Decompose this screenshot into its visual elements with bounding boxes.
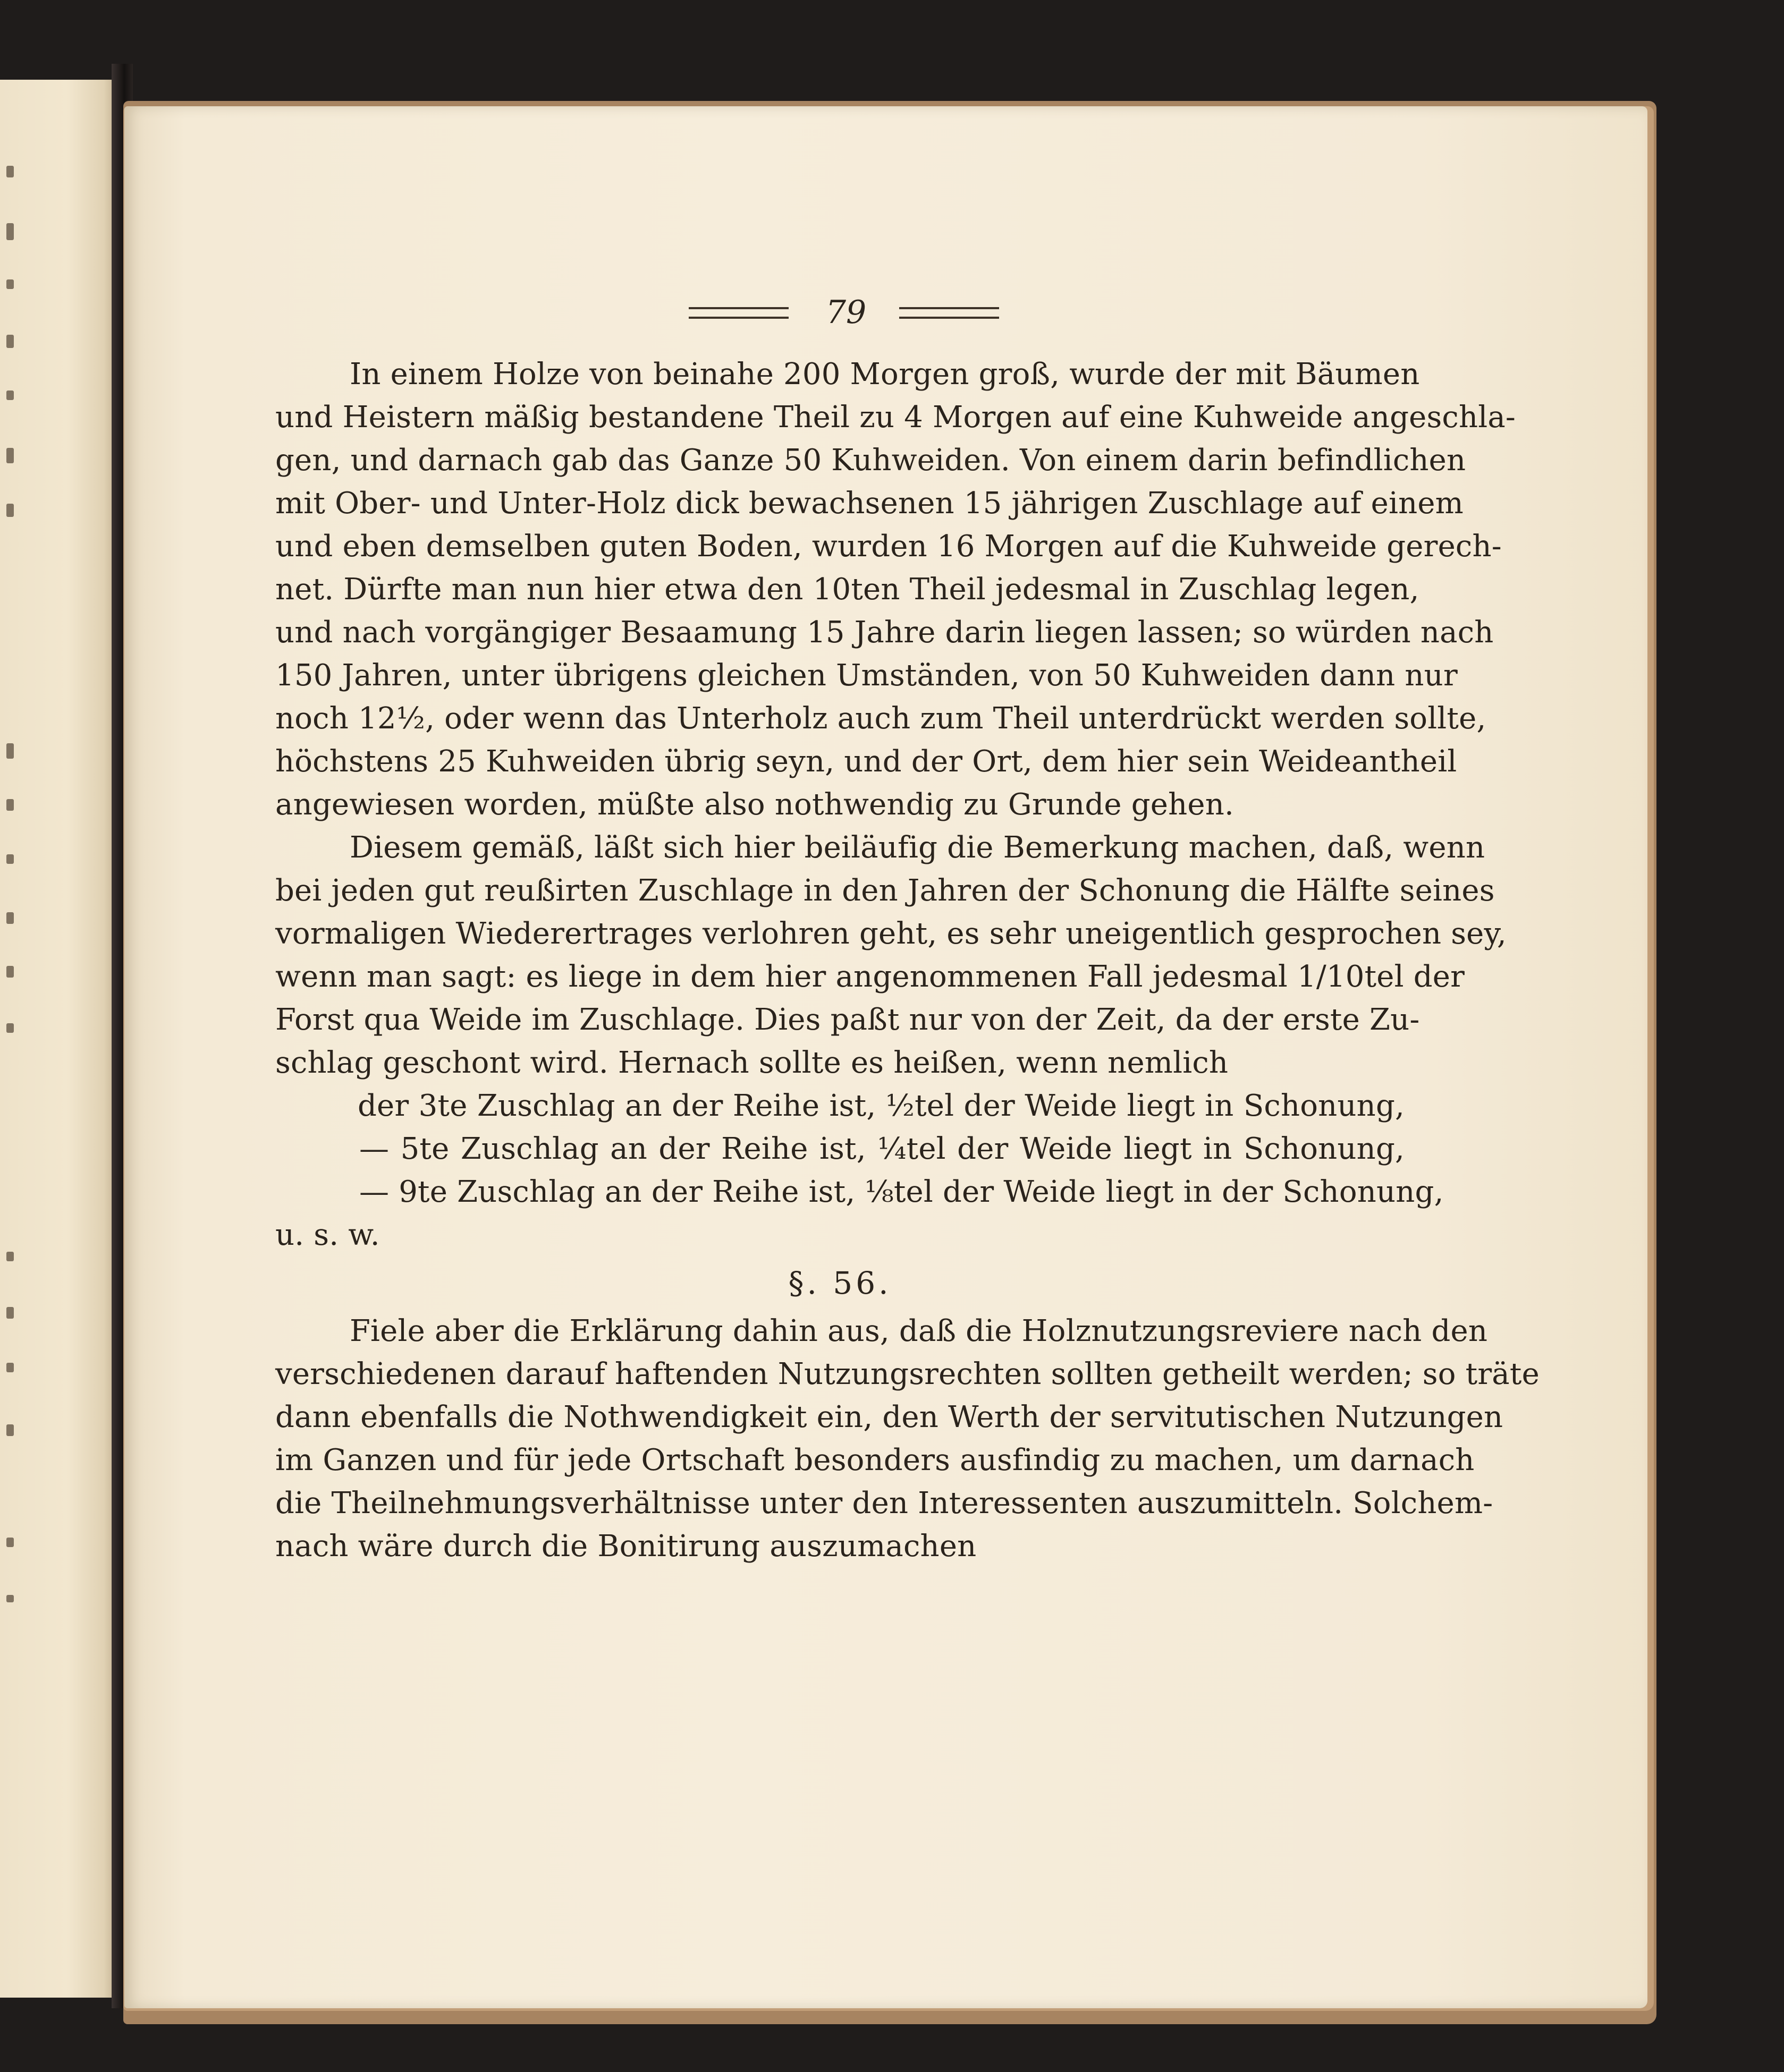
text-line: verschiedenen darauf haftenden Nutzungsrechten sollten getheilt werden; so träte	[275, 1357, 1540, 1391]
text-line: noch 12½, oder wenn das Unterholz auch zum Theil unterdrückt werden sollte,	[275, 701, 1486, 736]
facing-page-glyph	[6, 390, 14, 400]
paragraph-1	[275, 353, 1516, 826]
facing-page-text-fragments	[0, 80, 122, 1998]
facing-page-glyph	[6, 912, 14, 924]
facing-page-glyph	[6, 1538, 14, 1547]
facing-page-glyph	[6, 166, 14, 177]
list-item: — 9te Zuschlag an der Reihe ist, ⅛tel der Weide liegt in der Schonung,	[359, 1175, 1444, 1209]
text-line: und eben demselben guten Boden, wurden 16 Morgen auf die Kuhweide gerech-	[275, 529, 1502, 564]
facing-page-glyph	[6, 448, 14, 463]
text-line: und nach vorgängiger Besaamung 15 Jahre darin liegen lassen; so würden nach	[275, 615, 1494, 650]
schedule-list	[275, 1084, 1444, 1256]
facing-page-glyph	[6, 743, 14, 759]
text-line: gen, und darnach gab das Ganze 50 Kuhweiden. Von einem darin befindlichen	[275, 443, 1466, 478]
text-line: mit Ober- und Unter-Holz dick bewachsenen 15 jährigen Zuschlage auf einem	[275, 486, 1464, 521]
text-line: wenn man sagt: es liege in dem hier angenommenen Fall jedesmal 1/10tel der	[275, 959, 1465, 994]
facing-page-glyph	[6, 1363, 14, 1372]
facing-page-glyph	[6, 1307, 14, 1319]
facing-page-glyph	[6, 279, 14, 289]
list-end: u. s. w.	[275, 1218, 380, 1252]
facing-page-glyph	[6, 966, 14, 978]
text-line: die Theilnehmungsverhältnisse unter den Interessenten auszumitteln. Solchem-	[275, 1486, 1493, 1521]
facing-page-glyph	[6, 799, 14, 811]
text-line: höchstens 25 Kuhweiden übrig seyn, und der Ort, dem hier sein Weideantheil	[275, 744, 1457, 779]
text-line: In einem Holze von beinahe 200 Morgen groß, wurde der mit Bäumen	[350, 357, 1420, 392]
text-line: vormaligen Wiederertrages verlohren geht, es sehr uneigentlich gesprochen sey,	[275, 916, 1507, 951]
facing-page-glyph	[6, 1424, 14, 1436]
paragraph-3	[275, 1310, 1540, 1568]
facing-page-glyph	[6, 335, 14, 348]
list-item: der 3te Zuschlag an der Reihe ist, ½tel der Weide liegt in Schonung,	[358, 1089, 1405, 1123]
text-line: net. Dürfte man nun hier etwa den 10ten Theil jedesmal in Zuschlag legen,	[275, 572, 1419, 607]
text-line: schlag geschont wird. Hernach sollte es heißen, wenn nemlich	[275, 1046, 1229, 1080]
header-rule-right	[899, 307, 999, 319]
facing-page	[0, 80, 122, 1998]
facing-page-glyph	[6, 1595, 14, 1602]
text-line: und Heistern mäßig bestandene Theil zu 4 Morgen auf eine Kuhweide angeschla-	[275, 400, 1516, 435]
page-number: 79	[825, 294, 867, 331]
page-header	[689, 291, 1008, 334]
facing-page-glyph	[6, 1252, 14, 1261]
text-line: nach wäre durch die Bonitirung auszumachen	[275, 1529, 977, 1564]
text-line: angewiesen worden, müßte also nothwendig zu Grunde gehen.	[275, 787, 1234, 822]
text-line: bei jeden gut reußirten Zuschlage in den Jahren der Schonung die Hälfte seines	[275, 873, 1495, 908]
paragraph-2	[275, 826, 1507, 1084]
header-rule-left	[689, 307, 789, 319]
facing-page-glyph	[6, 854, 14, 864]
text-line: dann ebenfalls die Nothwendigkeit ein, den Werth der servitutischen Nutzungen	[275, 1400, 1503, 1434]
facing-page-glyph	[6, 223, 14, 240]
section-heading: §. 56.	[788, 1265, 892, 1301]
text-line: Fiele aber die Erklärung dahin aus, daß die Holznutzungsreviere nach den	[350, 1314, 1488, 1348]
text-line: Forst qua Weide im Zuschlage. Dies paßt nur von der Zeit, da der erste Zu-	[275, 1003, 1420, 1037]
facing-page-glyph	[6, 504, 14, 517]
text-line: im Ganzen und für jede Ortschaft besonders ausfindig zu machen, um darnach	[275, 1443, 1475, 1477]
facing-page-glyph	[6, 1023, 14, 1033]
page-body	[275, 353, 1540, 1568]
list-item: — 5te Zuschlag an der Reihe ist, ¼tel der Weide liegt in Schonung,	[359, 1132, 1405, 1166]
text-line: 150 Jahren, unter übrigens gleichen Umständen, von 50 Kuhweiden dann nur	[275, 658, 1458, 693]
text-line: Diesem gemäß, läßt sich hier beiläufig die Bemerkung machen, daß, wenn	[350, 830, 1485, 865]
